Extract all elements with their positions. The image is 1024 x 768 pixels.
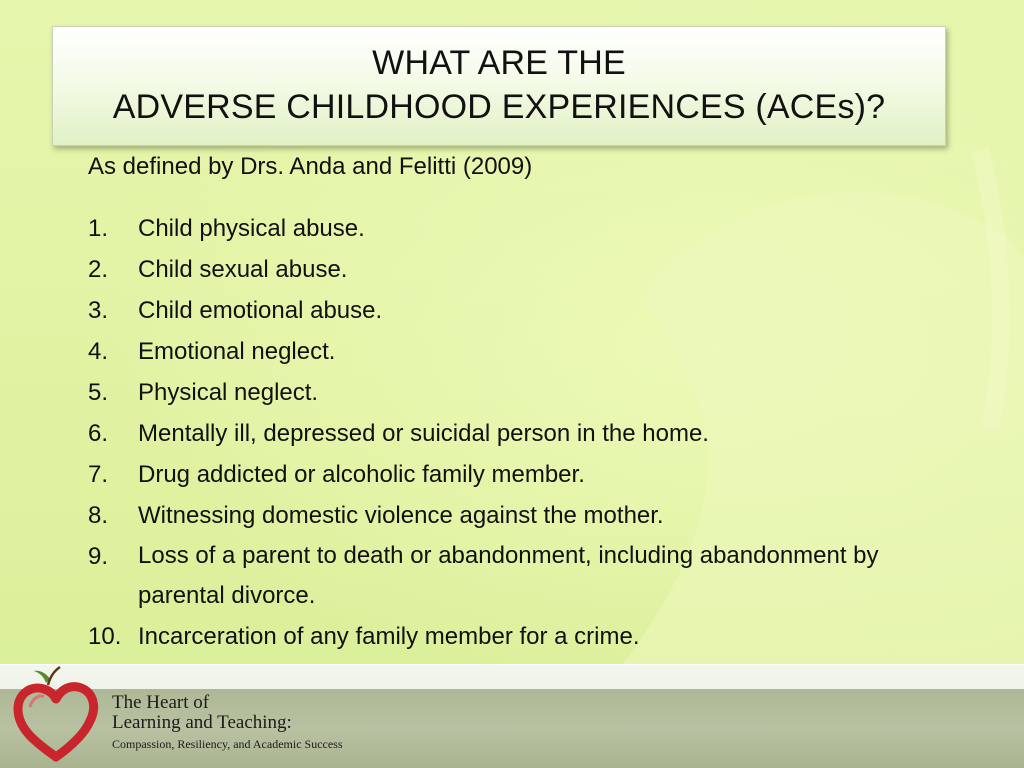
title-box xyxy=(52,26,946,146)
brand-block xyxy=(112,693,343,753)
list-item-text: Child emotional abuse. xyxy=(138,297,383,324)
list-item-text: Child sexual abuse. xyxy=(138,256,348,283)
list-item-number: 6. xyxy=(88,420,109,447)
list-item xyxy=(88,616,948,657)
brand-line-2: Learning and Teaching: xyxy=(112,712,292,733)
list-item xyxy=(88,536,948,616)
list-item xyxy=(88,290,948,331)
list-item xyxy=(88,331,948,372)
list-item-number: 10. xyxy=(88,623,122,650)
list-item-text: Incarceration of any family member for a crime. xyxy=(138,623,640,650)
list-item-text: Physical neglect. xyxy=(138,379,319,406)
list-item-number: 9. xyxy=(88,543,109,570)
list-item-number: 4. xyxy=(88,338,109,365)
list-item-number: 1. xyxy=(88,215,109,242)
list-item xyxy=(88,372,948,413)
list-item-number: 8. xyxy=(88,502,109,529)
brand-tagline: Compassion, Resiliency, and Academic Success xyxy=(112,737,343,751)
list-item-number: 3. xyxy=(88,297,109,324)
list-item xyxy=(88,208,948,249)
list-item-text: Emotional neglect. xyxy=(138,338,336,365)
list-item-text: Child physical abuse. xyxy=(138,215,365,242)
footer xyxy=(0,664,1024,768)
list-item-number: 2. xyxy=(88,256,109,283)
list-item-text: Witnessing domestic violence against the mother. xyxy=(138,502,664,529)
subtitle: As defined by Drs. Anda and Felitti (2009) xyxy=(88,153,533,180)
ace-list xyxy=(88,208,948,657)
list-item-text: Loss of a parent to death or abandonment, including abandonment by parental divorce. xyxy=(138,542,879,609)
list-item-number: 5. xyxy=(88,379,109,406)
apple-heart-icon xyxy=(10,665,104,768)
list-item xyxy=(88,413,948,454)
list-item xyxy=(88,495,948,536)
title-line-2: ADVERSE CHILDHOOD EXPERIENCES (ACEs)? xyxy=(112,88,886,126)
list-item-number: 7. xyxy=(88,461,109,488)
list-item-text: Mentally ill, depressed or suicidal person in the home. xyxy=(138,420,709,447)
title-line-1: WHAT ARE THE xyxy=(372,44,626,82)
list-item xyxy=(88,454,948,495)
list-item xyxy=(88,249,948,290)
brand-line-1: The Heart of xyxy=(112,692,210,713)
list-item-text: Drug addicted or alcoholic family member. xyxy=(138,461,585,488)
